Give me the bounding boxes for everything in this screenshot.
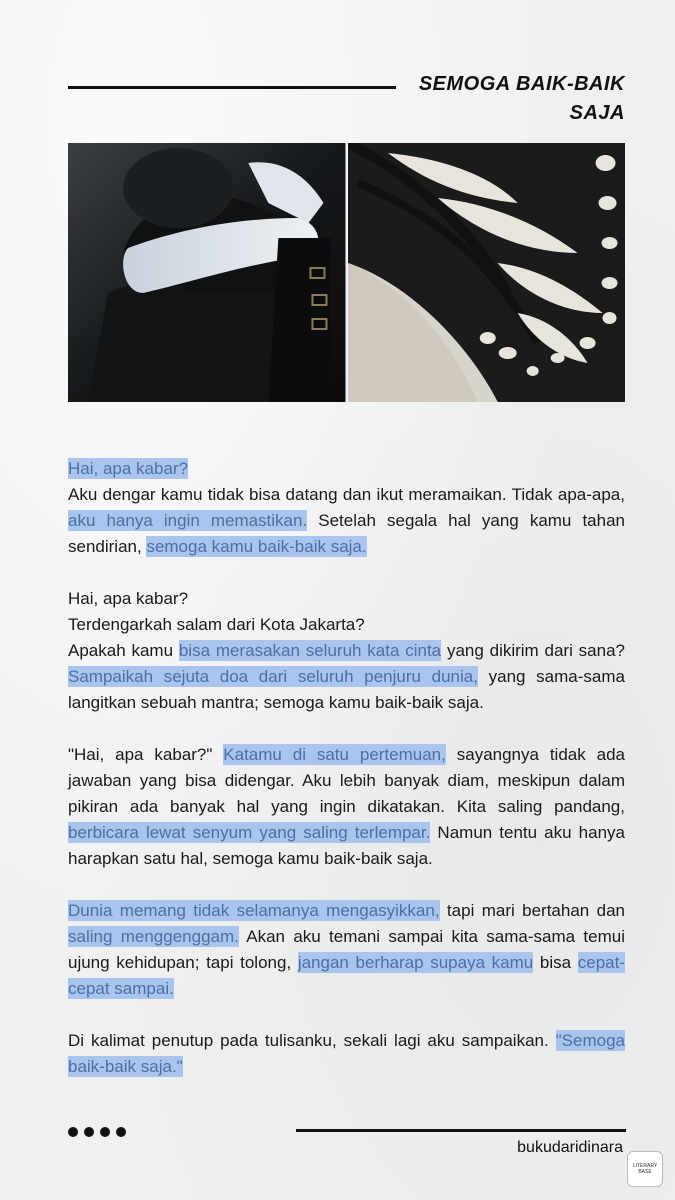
paragraph-text: "Hai, apa kabar?"	[68, 745, 224, 764]
paragraph-text: Namun tentu aku hanya harapkan satu hal, semoga kamu baik-baik saja.	[68, 823, 625, 868]
pagination-dots	[68, 1127, 126, 1137]
literary-base-logo	[627, 1151, 663, 1187]
butterfly-wing-photo	[348, 143, 626, 402]
paragraph-text: bisa	[533, 953, 578, 972]
paragraph-text: Apakah kamu	[68, 641, 179, 660]
highlighted-text: semoga kamu baik-baik saja.	[146, 537, 367, 556]
paragraph-text: sayangnya tidak ada jawaban yang bisa didengar. Aku lebih banyak diam, meskipun dalam pikiran ada banyak hal yang ingin dikatakan. Kita saling pandang,	[68, 745, 625, 816]
page-title: SEMOGA BAIK-BAIK SAJA	[418, 73, 625, 124]
paragraph-text: Hai, apa kabar?	[68, 589, 189, 608]
paragraph-text: Terdengarkah salam dari Kota Jakarta?	[68, 615, 365, 634]
footer-rule	[296, 1129, 626, 1132]
highlighted-text: "Semoga baik-baik saja."	[68, 1031, 625, 1076]
logo-text: LITERARY BASE	[632, 1163, 658, 1175]
paragraph	[68, 586, 625, 716]
letter-body	[68, 456, 625, 1106]
paragraph-text: Aku dengar kamu tidak bisa datang dan ikut meramaikan. Tidak apa-apa,	[68, 485, 625, 504]
photo-collage	[68, 143, 625, 402]
paragraph	[68, 1028, 625, 1080]
highlighted-text: Hai, apa kabar?	[68, 459, 189, 478]
dot-icon	[100, 1127, 110, 1137]
dot-icon	[116, 1127, 126, 1137]
highlighted-text: aku hanya ingin memastikan.	[68, 511, 308, 530]
paragraph-text: yang sama-sama langitkan sebuah mantra; semoga kamu baik-baik saja.	[68, 667, 625, 712]
highlighted-text: jangan berharap supaya kamu	[297, 953, 534, 972]
paragraph-text: Setelah segala hal yang kamu tahan sendirian,	[68, 511, 625, 556]
highlighted-text: saling menggenggam.	[68, 927, 239, 946]
highlighted-text: Dunia memang tidak selamanya mengasyikkan,	[68, 901, 440, 920]
highlighted-text: cepat-cepat sampai.	[68, 953, 625, 998]
highlighted-text: Katamu di satu pertemuan,	[223, 745, 446, 764]
dot-icon	[68, 1127, 78, 1137]
paragraph-text: Akan aku temani sampai kita sama-sama temui ujung kehidupan; tapi tolong,	[68, 927, 625, 972]
highlighted-text: berbicara lewat senyum yang saling terlempar.	[68, 823, 431, 842]
author-handle: bukudaridinara	[517, 1139, 623, 1156]
highlighted-text: bisa merasakan seluruh kata cinta	[178, 641, 442, 660]
paragraph	[68, 898, 625, 1002]
paragraph-text: yang dikirim dari sana?	[441, 641, 625, 660]
paragraph-text: Di kalimat penutup pada tulisanku, sekali lagi aku sampaikan.	[68, 1031, 556, 1050]
paragraph-text: tapi mari bertahan dan	[439, 901, 625, 920]
person-photo	[68, 143, 346, 402]
paragraph	[68, 742, 625, 872]
header-rule	[68, 86, 396, 89]
paragraph	[68, 456, 625, 560]
highlighted-text: Sampaikah sejuta doa dari seluruh penjuru dunia,	[68, 667, 478, 686]
dot-icon	[84, 1127, 94, 1137]
